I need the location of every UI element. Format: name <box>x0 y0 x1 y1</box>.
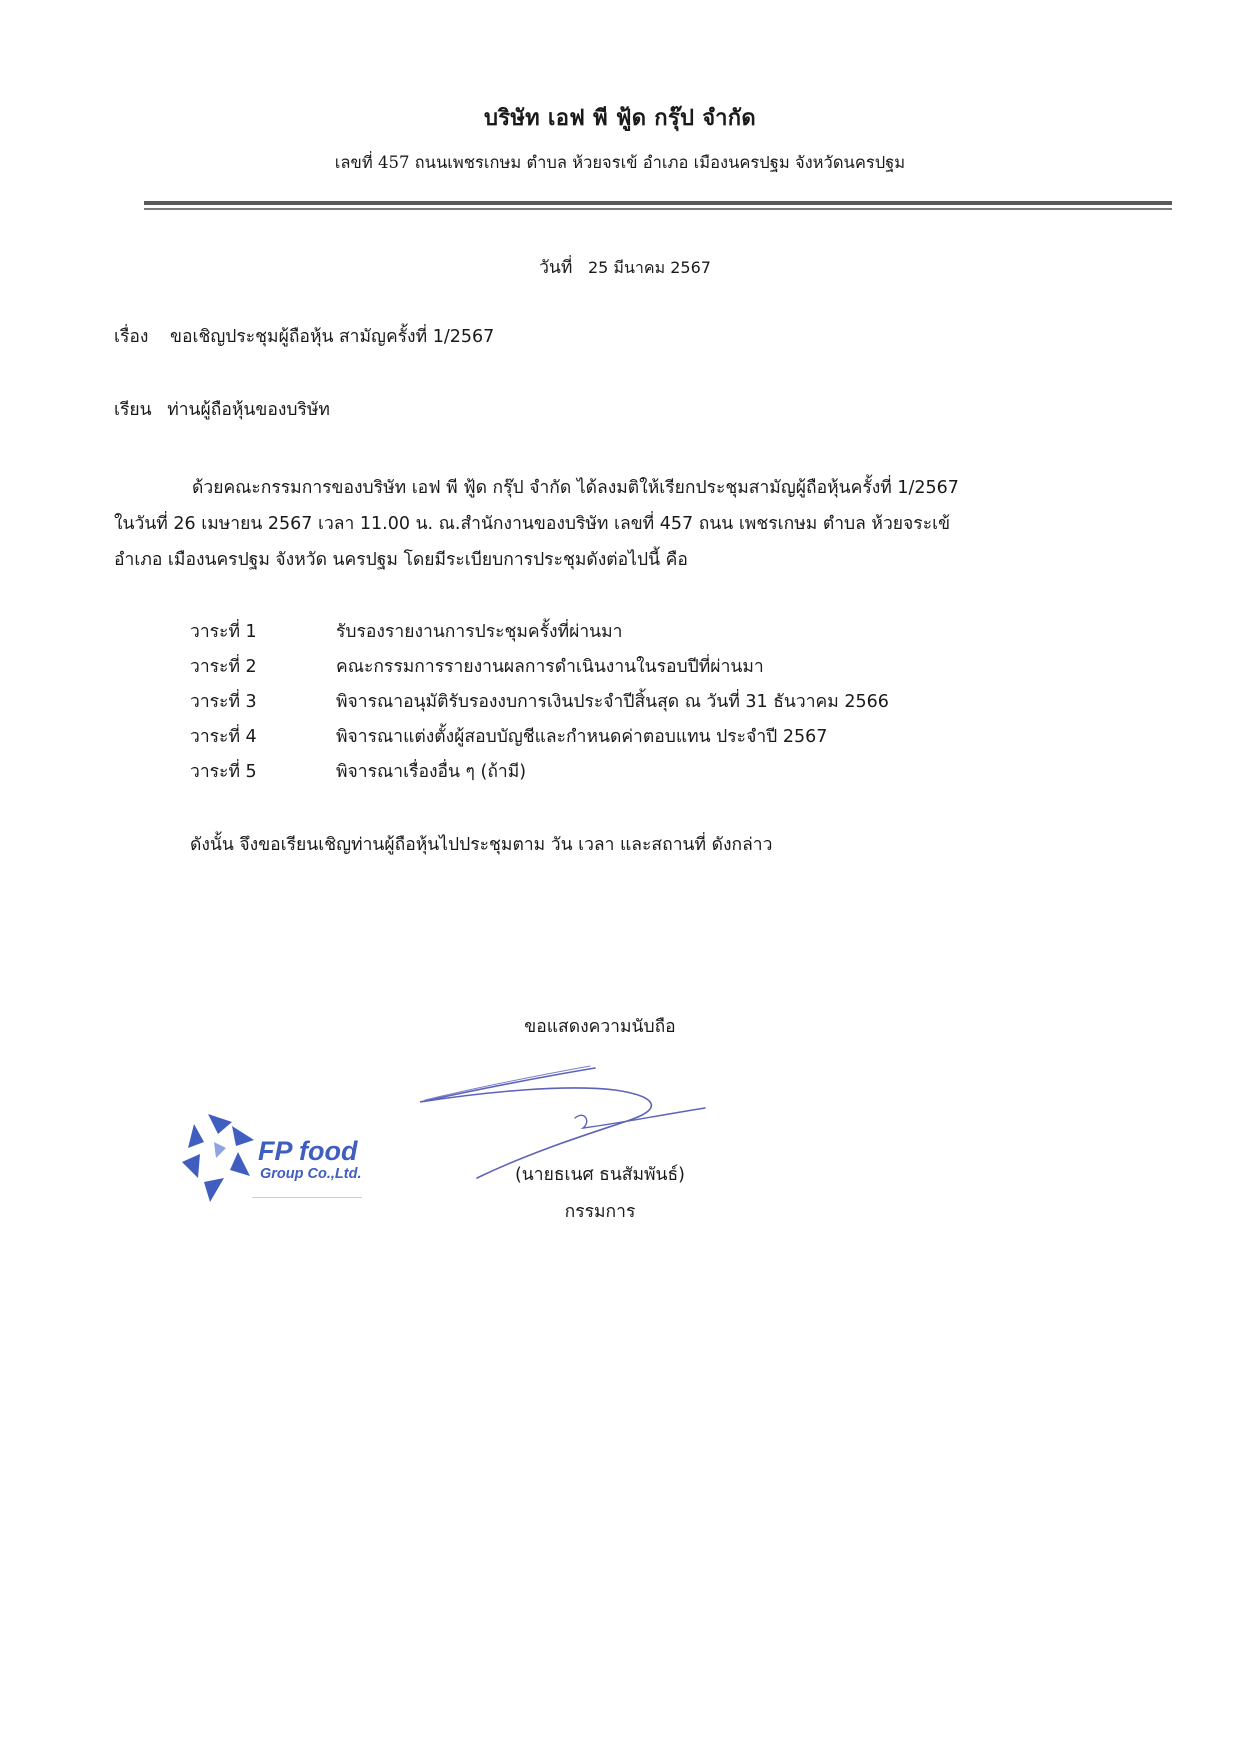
salutation-line <box>114 395 330 423</box>
date-label: วันที่ <box>539 258 573 278</box>
agenda-text: พิจารณาเรื่องอื่น ๆ (ถ้ามี) <box>336 762 527 782</box>
body-line-3: อำเภอ เมืองนครปฐม จังหวัด นครปฐม โดยมีระเบียบการประชุมดังต่อไปนี้ คือ <box>114 550 688 570</box>
agenda-list <box>190 615 889 790</box>
company-name: บริษัท เอฟ พี ฟู้ด กรุ๊ป จำกัด <box>483 105 756 131</box>
agenda-text: พิจารณาอนุมัติรับรองงบการเงินประจำปีสิ้นสุด ณ วันที่ 31 ธันวาคม 2566 <box>336 692 889 712</box>
agenda-number: วาระที่ 5 <box>190 762 257 782</box>
agenda-number: วาระที่ 1 <box>190 622 257 642</box>
logo-line-2: Group Co.,Ltd. <box>260 1166 362 1182</box>
header-rule-thick <box>144 201 1172 205</box>
logo-line-1: FP food <box>258 1136 358 1166</box>
letter-date <box>0 253 1240 281</box>
agenda-text: พิจารณาแต่งตั้งผู้สอบบัญชีและกำหนดค่าตอบแทน ประจำปี 2567 <box>336 727 828 747</box>
closing-paragraph: ดังนั้น จึงขอเรียนเชิญท่านผู้ถือหุ้นไปประชุมตาม วัน เวลา และสถานที่ ดังกล่าว <box>190 835 773 855</box>
agenda-item <box>190 720 889 755</box>
agenda-text: รับรองรายงานการประชุมครั้งที่ผ่านมา <box>336 622 623 642</box>
signer-title: กรรมการ <box>564 1202 636 1222</box>
agenda-number: วาระที่ 4 <box>190 727 257 747</box>
date-value: 25 มีนาคม 2567 <box>587 258 711 277</box>
agenda-item <box>190 685 889 720</box>
subject-text: ขอเชิญประชุมผู้ถือหุ้น สามัญครั้งที่ 1/2567 <box>170 327 495 347</box>
salutation-label: เรียน <box>114 400 152 420</box>
agenda-item <box>190 615 889 650</box>
agenda-text: คณะกรรมการรายงานผลการดำเนินงานในรอบปีที่ผ่านมา <box>336 657 764 677</box>
salutation-text: ท่านผู้ถือหุ้นของบริษัท <box>167 400 330 420</box>
header-rule-thin <box>144 208 1172 210</box>
agenda-item <box>190 755 889 790</box>
signer-name: (นายธเนศ ธนสัมพันธ์) <box>514 1165 686 1185</box>
body-line-1 <box>114 470 1019 506</box>
body-line-1-text: ด้วยคณะกรรมการของบริษัท เอฟ พี ฟู้ด กรุ๊ป จำกัด ได้ลงมติให้เรียกประชุมสามัญผู้ถือหุ้นครั้งที่ 1/2567 <box>192 478 959 498</box>
subject-label: เรื่อง <box>114 327 149 347</box>
regards-text: ขอแสดงความนับถือ <box>524 1017 676 1037</box>
fp-food-logo-icon <box>180 1112 260 1204</box>
body-line-2: ในวันที่ 26 เมษายน 2567 เวลา 11.00 น. ณ.สำนักงานของบริษัท เลขที่ 457 ถนน เพชรเกษม ตำบล ห้วยจระเข้ <box>114 514 951 534</box>
subject-line <box>114 322 494 350</box>
company-address: เลขที่ 457 ถนนเพชรเกษม ตำบล ห้วยจรเข้ อำเภอ เมืองนครปฐม จังหวัดนครปฐม <box>334 153 906 172</box>
agenda-number: วาระที่ 2 <box>190 657 257 677</box>
signature-image <box>415 1040 735 1180</box>
body-paragraph <box>114 470 1019 578</box>
agenda-item <box>190 650 889 685</box>
agenda-number: วาระที่ 3 <box>190 692 257 712</box>
